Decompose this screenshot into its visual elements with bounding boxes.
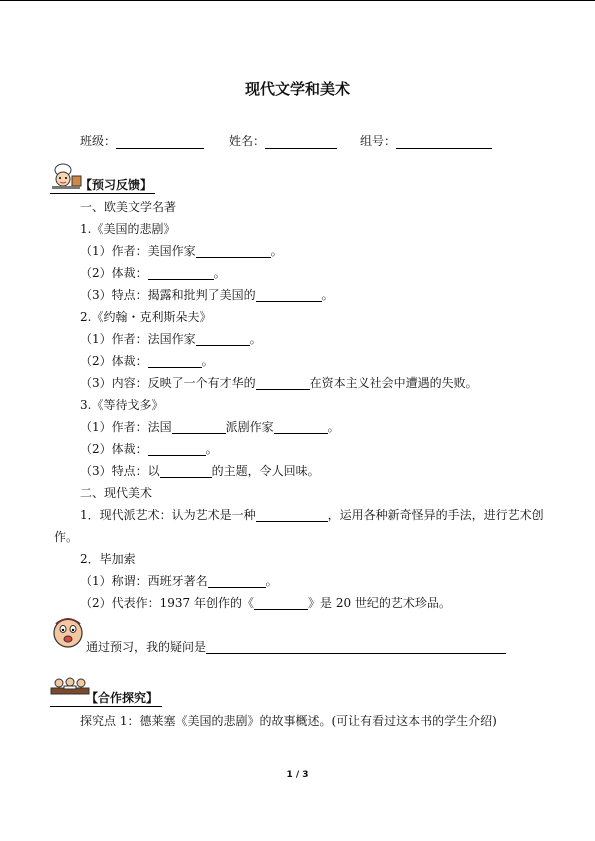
blank-9[interactable]: [148, 444, 206, 456]
art-line-1: 1．现代派艺术：认为艺术是一种 ，运用各种新奇怪异的手法，进行艺术创: [80, 508, 544, 522]
explore-point-1: 探究点 1：德莱塞《美国的悲剧》的故事概述。(可让有看过这本书的学生介绍): [80, 714, 497, 728]
section-2-heading: 二、现代美术: [80, 486, 153, 500]
book-2-line-3: （3）内容：反映了一个有才华的 在资本主义社会中遭遇的失败。: [80, 376, 478, 390]
book-2-line-2: （2）体裁： 。: [80, 354, 214, 368]
book-1-line-1: （1）作者：美国作家 。: [80, 244, 283, 258]
picasso-line-1: （1）称谓：西班牙著名 。: [80, 574, 278, 588]
picasso-line-2: （2）代表作：1937 年创作的《 》是 20 世纪的艺术珍品。: [80, 596, 451, 610]
blank-5[interactable]: [148, 356, 202, 368]
book-3-line-2: （2）体裁： 。: [80, 442, 218, 456]
name-label: 姓名：: [229, 134, 266, 148]
book-2-line-1: （1）作者：法国作家 。: [80, 332, 262, 346]
page-number: 1 / 3: [286, 770, 309, 780]
blank-12[interactable]: [208, 576, 266, 588]
book-3-line-3: （3）特点：以 的主题，令人回味。: [80, 464, 320, 478]
class-blank[interactable]: [116, 136, 204, 149]
book-1-line-2: （2）体裁： 。: [80, 266, 226, 280]
blank-8[interactable]: [274, 422, 328, 434]
top-border: [0, 0, 595, 1]
chef-icon: [50, 162, 84, 190]
blank-6[interactable]: [256, 378, 310, 390]
group-blank[interactable]: [396, 136, 492, 149]
class-label: 班级：: [80, 134, 117, 148]
thinking-face-icon: [50, 616, 86, 650]
book-3-line-1: （1）作者：法国 派剧作家 。: [80, 420, 340, 434]
art-line-1-cont: 作。: [54, 530, 79, 544]
blank-4[interactable]: [196, 334, 250, 346]
question-line: 通过预习，我的疑问是: [86, 640, 506, 654]
blank-2[interactable]: [148, 268, 214, 280]
book-2-title: 2.《约翰・克利斯朵夫》: [80, 310, 212, 324]
picasso-heading: 2．毕加索: [80, 552, 136, 566]
coop-underline: [50, 706, 162, 707]
preview-header: 【预习反馈】: [80, 178, 153, 192]
question-blank[interactable]: [206, 642, 506, 654]
blank-13[interactable]: [254, 598, 308, 610]
book-3-title: 3.《等待戈多》: [80, 398, 164, 412]
group-label: 组号：: [360, 134, 397, 148]
blank-3[interactable]: [256, 290, 322, 302]
class-field: [80, 132, 204, 149]
group-study-icon: [50, 674, 90, 698]
section-1-heading: 一、欧美文学名著: [80, 200, 177, 214]
page-title: 现代文学和美术: [244, 80, 350, 98]
blank-7[interactable]: [172, 422, 226, 434]
coop-header: 【合作探究】: [86, 691, 159, 705]
name-blank[interactable]: [265, 136, 337, 149]
name-field: [229, 132, 337, 149]
blank-1[interactable]: [196, 246, 271, 258]
book-1-line-3: （3）特点：揭露和批判了美国的 。: [80, 288, 334, 302]
preview-underline: [50, 193, 155, 194]
group-field: [360, 132, 492, 149]
blank-11[interactable]: [256, 510, 328, 522]
book-1-title: 1.《美国的悲剧》: [80, 222, 176, 236]
blank-10[interactable]: [160, 466, 212, 478]
